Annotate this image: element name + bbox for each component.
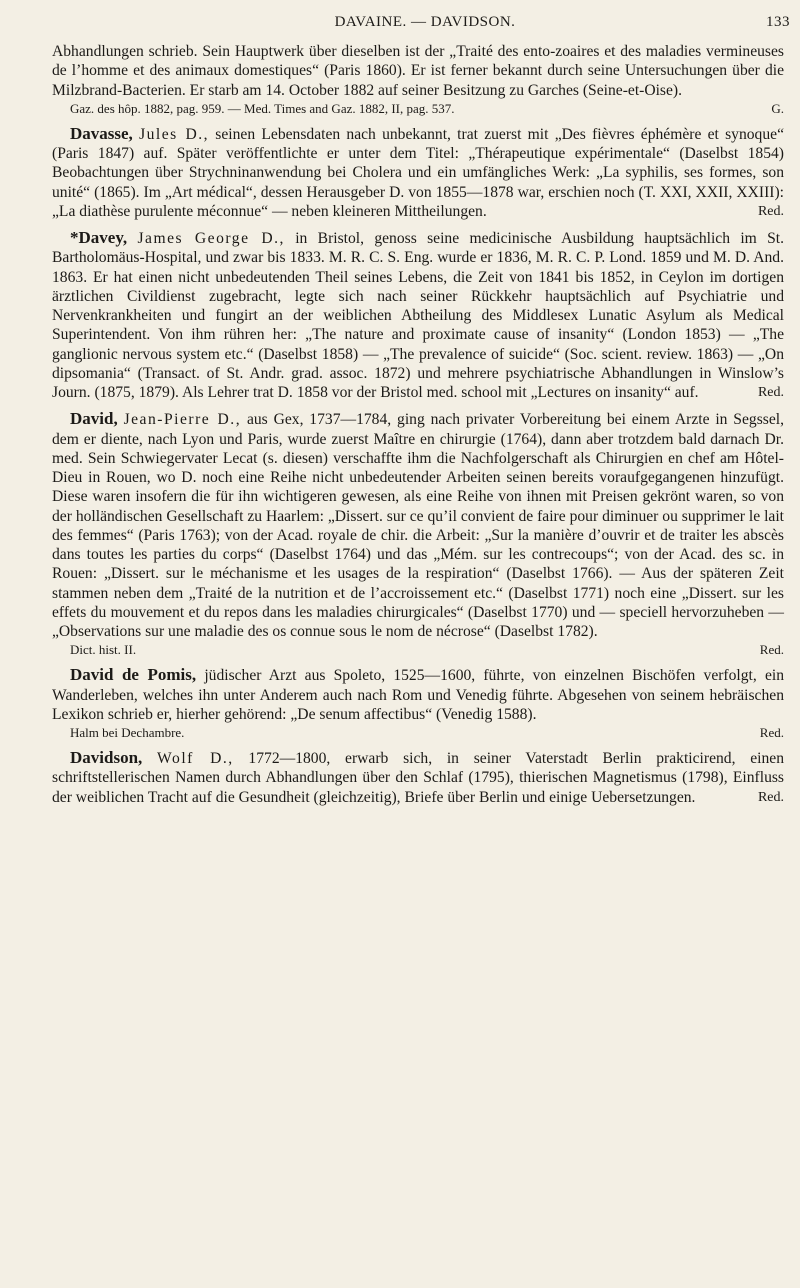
entry-text: 1772—1800, erwarb sich, in seiner Vaterstadt Berlin prakticirend, einen schriftstellerischen Namen durch Abhandlungen über den Schlaf (1795), thierischen Magnetismus (1798), Einfluss der weiblichen Tracht auf die Gesundheit (gleichzeitig), Briefe über Berlin und einige Uebersetzungen.: [52, 750, 785, 806]
headword: Davasse,: [70, 123, 133, 143]
author-signature: G.: [771, 100, 784, 116]
source-text: Gaz. des hôp. 1882, pag. 959. — Med. Times and Gaz. 1882, II, pag. 537.: [70, 100, 455, 116]
entry-text: in Bristol, genoss seine medicinische Ausbildung hauptsächlich im St. Bartholomäus-Hospital, und zwar bis 1833. M. R. C. S. Eng. wurde er 1836, M. R. C. P. Lond. 1859 und M. D. And. 1863. Er hat einen nicht unbedeutenden Theil seines Lebens, die Zeit von 1841 bis 1852, in Ceylon im dortigen ärztlichen Civildienst zugebracht, legte sich nach seiner Rückkehr hauptsächlich auf Psychiatrie und Nervenkrankheiten und fungirt an der weiblichen Abtheilung des Middlesex Lunatic Asylum als Medical Superintendent. Von ihm rühren her: „The nature and proximate cause of insanity“ (London 1853) — „The ganglionic nervous system etc.“ (Daselbst 1858) — „The prevalence of suicide“ (Soc. scient. review. 1863) — „On dipsomania“ (Transact. of St. Andr. grad. assoc. 1872) und mehrere psychiatrische Abhandlungen in Winslow’s Journ. (1875, 1879). Als Lehrer trat D. 1858 vor der Bristol med. school mit „Lectures on insanity“ auf.: [52, 230, 785, 401]
entry-sources: [52, 724, 784, 741]
entry-davey: [52, 228, 784, 402]
entry-text: jüdischer Arzt aus Spoleto, 1525—1600, führte, von einzelnen Bischöfen verfolgt, ein Wanderleben, welches ihn unter Anderem auch nach Rom und Venedig führte. Abgesehen von seinem hebräischen Lexikon schrieb er, hierher gehörend: „De senum affectibus“ (Venedig 1588).: [52, 667, 784, 723]
entry-text: aus Gex, 1737—1784, ging nach privater Vorbereitung bei einem Arzte in Segssel, dem er diente, nach Lyon und Paris, wurde zuerst Maître en chirurgie (1764), dann aber trotzdem bald darnach Dr. med. Sein Schwiegervater Lecat (s. diesen) verschaffte ihm die Nachfolgerschaft als Chirurgien en chef am Hôtel-Dieu in Rouen, wo D. noch eine Reihe nicht unbedeutender Arbeiten seinen bereits voraufgegangenen hinzufügt. Diese waren insofern die für ihn wichtigeren gewesen, als eine Reihe von ihnen mit Preisen gekrönt waren, so von der holländischen Gesellschaft zu Haarlem: „Dissert. sur ce qu’il convient de faire pour diminuer ou supprimer le lait des femmes“ (Paris 1763); von der Acad. royale de chir. die Arbeit: „Sur la manière d’ouvrir et de traiter les abscès dans toutes les parties du corps“ (Daselbst 1764) und das „Mém. sur les contrecoups“; von der Acad. des sc. in Rouen: „Dissert. sur le méchanisme et les usages de la respiration“ (Daselbst 1766). — Aus der späteren Zeit stammen neben dem „Traité de la nutrition et de l’accroissement etc.“ (Daselbst 1771) noch eine „Dissert. sur les effets du mouvement et du repos dans les maladies chirurgicales“ (Daselbst 1770) und — speciell hervorzuheben — „Observations sur une maladie des os connue sous le nom de nécrose“ (Daselbst 1782).: [52, 411, 784, 640]
author-signature: Red.: [759, 642, 784, 658]
entry-paragraph: [52, 748, 784, 807]
entry-paragraph: [52, 124, 784, 221]
entry-davasse: [52, 124, 784, 221]
headword: David,: [70, 409, 118, 429]
forename: Wolf D.,: [157, 750, 234, 767]
entry-davaine: [52, 42, 784, 117]
author-signature: Red.: [757, 385, 784, 400]
text-body: [52, 42, 784, 814]
entry-paragraph: [52, 665, 784, 724]
headword: *Davey,: [70, 228, 128, 247]
source-text: Halm bei Dechambre.: [70, 725, 185, 740]
entry-paragraph: [52, 228, 784, 402]
headword: David de Pomis,: [70, 665, 197, 685]
entry-text: Abhandlungen schrieb. Sein Hauptwerk über dieselben ist der „Traité des ento-zoaires et des maladies vermineuses de l’homme et des animaux domestiques“ (Paris 1860). Er ist ferner bekannt durch seine Untersuchungen über die Milzbrand-Bacterien. Er starb am 14. October 1882 auf seiner Besitzung zu Garches (Seine-et-Oise).: [52, 43, 784, 99]
source-text: Dict. hist. II.: [70, 642, 137, 658]
entry-davidson: [52, 748, 784, 807]
headword: Davidson,: [70, 748, 143, 767]
forename: Jules D.,: [139, 125, 210, 143]
page-number: 133: [766, 14, 790, 30]
entry-david: [52, 409, 784, 658]
entry-pomis: [52, 665, 784, 741]
running-title: DAVAINE. — DAVIDSON.: [334, 14, 516, 30]
running-header: [60, 14, 790, 38]
author-signature: Red.: [757, 203, 784, 219]
entry-paragraph: [52, 409, 784, 641]
forename: Jean-Pierre D.,: [123, 411, 242, 429]
author-signature: Red.: [759, 725, 784, 740]
entry-sources: [52, 100, 784, 117]
entry-text: seinen Lebensdaten nach unbekannt, trat zuerst mit „Des fièvres éphémère et synoque“ (Paris 1847) auf. Später veröffentlichte er unter dem Titel: „Thérapeutique expérimentale“ (Daselbst 1854) Beobachtungen über Strychninanwendung bei Cholera und ein umfängliches Werk: „La syphilis, ses formes, son unité“ (1865). Im „Art médical“, dessen Herausgeber D. von 1855—1878 war, erschien noch (T. XXI, XXII, XXIII): „La diathèse purulente méconnue“ — neben kleineren Mittheilungen.: [52, 125, 784, 220]
forename: James George D.,: [137, 230, 285, 247]
entry-sources: [52, 641, 784, 658]
author-signature: Red.: [757, 789, 784, 805]
